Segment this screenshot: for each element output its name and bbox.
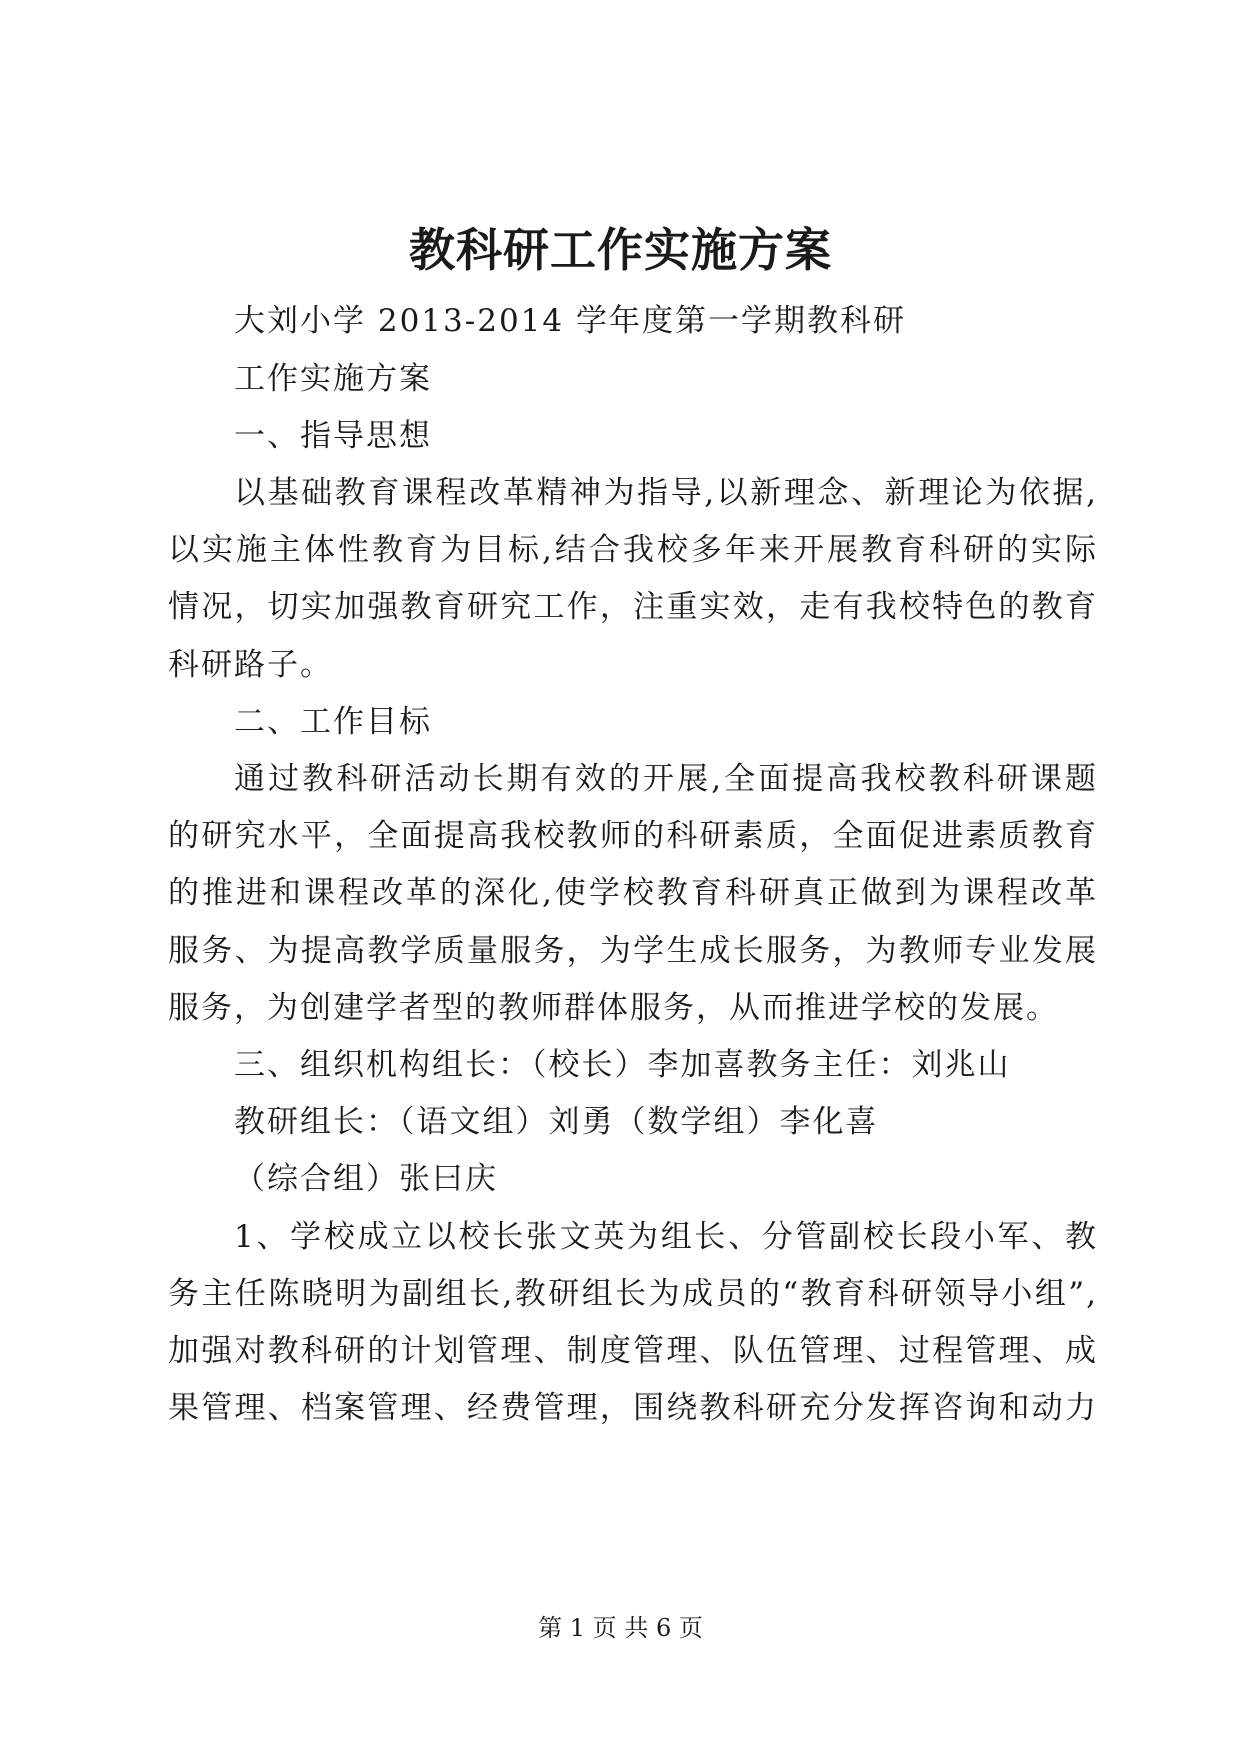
paragraph-line: 科研路子。 xyxy=(168,647,333,683)
paragraph-line: 务主任陈晓明为副组长,教研组长为成员的“教育科研领导小组”, xyxy=(168,1276,1098,1312)
organization-line: （综合组）张曰庆 xyxy=(234,1161,498,1197)
paragraph-line: 以实施主体性教育为目标,结合我校多年来开展教育科研的实际 xyxy=(168,532,1098,568)
paragraph-line: 的研究水平，全面提高我校教师的科研素质，全面促进素质教育 xyxy=(168,818,1098,854)
section-heading-work-goals: 二、工作目标 xyxy=(234,704,432,740)
paragraph-line: 以基础教育课程改革精神为指导,以新理念、新理论为依据, xyxy=(234,475,1098,511)
page-number-footer: 第 1 页 共 6 页 xyxy=(538,1614,703,1642)
section-heading-guiding-thought: 一、指导思想 xyxy=(234,418,432,454)
organization-line: 教研组长：（语文组）刘勇（数学组）李化喜 xyxy=(234,1104,879,1140)
document-title: 教科研工作实施方案 xyxy=(409,223,832,277)
paragraph-line: 的推进和课程改革的深化,使学校教育科研真正做到为课程改革 xyxy=(168,875,1098,911)
paragraph-line: 1、学校成立以校长张文英为组长、分管副校长段小军、教 xyxy=(234,1219,1098,1255)
paragraph-line: 果管理、档案管理、经费管理，围绕教科研充分发挥咨询和动力 xyxy=(168,1390,1098,1426)
subtitle-line-2: 工作实施方案 xyxy=(234,361,432,397)
paragraph-line: 服务，为创建学者型的教师群体服务，从而推进学校的发展。 xyxy=(168,990,1059,1026)
paragraph-line: 服务、为提高教学质量服务，为学生成长服务，为教师专业发展 xyxy=(168,933,1098,969)
section-heading-organization: 三、组织机构组长：（校长）李加喜教务主任：刘兆山 xyxy=(234,1047,1011,1083)
paragraph-line: 情况，切实加强教育研究工作，注重实效，走有我校特色的教育 xyxy=(168,589,1098,625)
paragraph-line: 通过教科研活动长期有效的开展,全面提高我校教科研课题 xyxy=(234,761,1098,797)
paragraph-line: 加强对教科研的计划管理、制度管理、队伍管理、过程管理、成 xyxy=(168,1333,1098,1369)
subtitle-line-1: 大刘小学 2013-2014 学年度第一学期教科研 xyxy=(234,303,906,339)
